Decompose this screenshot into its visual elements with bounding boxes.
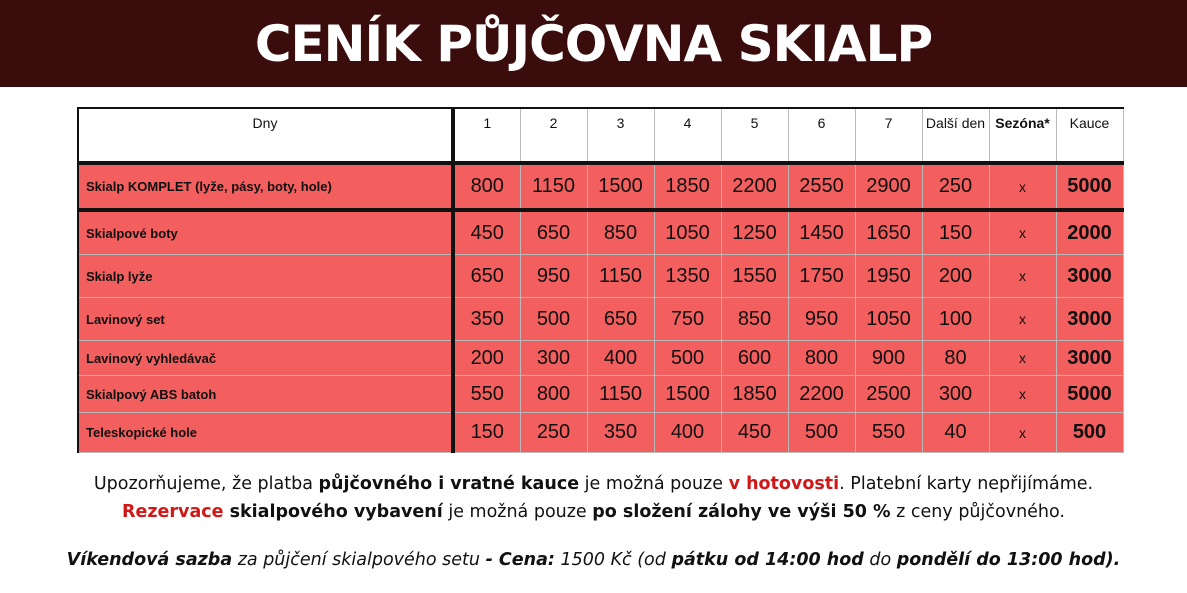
price-day-3: 850 bbox=[587, 210, 654, 255]
deposit-amount: 3000 bbox=[1056, 255, 1123, 298]
deposit-amount: 5000 bbox=[1056, 163, 1123, 210]
note-highlight: v hotovosti bbox=[728, 474, 840, 494]
price-day-7: 900 bbox=[855, 341, 922, 376]
price-day-6: 950 bbox=[788, 298, 855, 341]
price-day-6: 1450 bbox=[788, 210, 855, 255]
season-price: x bbox=[989, 298, 1056, 341]
price-extra-day: 250 bbox=[922, 163, 989, 210]
table-row bbox=[78, 341, 1123, 376]
price-day-7: 550 bbox=[855, 413, 922, 453]
price-day-1: 350 bbox=[453, 298, 520, 341]
price-day-3: 1150 bbox=[587, 255, 654, 298]
page-header bbox=[0, 0, 1187, 87]
header-day-5: 5 bbox=[721, 108, 788, 163]
table-header-row bbox=[78, 108, 1123, 163]
price-day-7: 2900 bbox=[855, 163, 922, 210]
item-name: Lavinový vyhledávač bbox=[78, 341, 453, 376]
header-day-1: 1 bbox=[453, 108, 520, 163]
season-price: x bbox=[989, 413, 1056, 453]
season-price: x bbox=[989, 163, 1056, 210]
header-days: Dny bbox=[78, 108, 453, 163]
price-day-7: 1650 bbox=[855, 210, 922, 255]
price-extra-day: 200 bbox=[922, 255, 989, 298]
header-season: Sezóna* bbox=[989, 108, 1056, 163]
payment-notes bbox=[0, 470, 1187, 526]
header-day-4: 4 bbox=[654, 108, 721, 163]
note-bold: skialpového vybavení bbox=[223, 502, 443, 522]
price-day-4: 400 bbox=[654, 413, 721, 453]
price-day-7: 1950 bbox=[855, 255, 922, 298]
item-name: Skialp lyže bbox=[78, 255, 453, 298]
price-day-3: 400 bbox=[587, 341, 654, 376]
item-name: Skialpový ABS batoh bbox=[78, 376, 453, 413]
deposit-amount: 5000 bbox=[1056, 376, 1123, 413]
price-day-5: 1850 bbox=[721, 376, 788, 413]
note-text: je možná pouze bbox=[579, 474, 729, 494]
price-day-3: 1500 bbox=[587, 163, 654, 210]
price-day-2: 650 bbox=[520, 210, 587, 255]
deposit-amount: 3000 bbox=[1056, 298, 1123, 341]
deposit-amount: 3000 bbox=[1056, 341, 1123, 376]
price-day-6: 2200 bbox=[788, 376, 855, 413]
price-day-1: 550 bbox=[453, 376, 520, 413]
table-row bbox=[78, 376, 1123, 413]
price-extra-day: 40 bbox=[922, 413, 989, 453]
note-text: Upozorňujeme, že platba bbox=[93, 474, 319, 494]
price-day-4: 1050 bbox=[654, 210, 721, 255]
note-bold: po složení zálohy ve výši 50 % bbox=[592, 502, 891, 522]
note-text: . Platební karty nepřijímáme. bbox=[839, 474, 1094, 494]
price-day-1: 200 bbox=[453, 341, 520, 376]
price-day-1: 800 bbox=[453, 163, 520, 210]
table-row bbox=[78, 298, 1123, 341]
price-day-7: 2500 bbox=[855, 376, 922, 413]
note-text: 1500 Kč (od bbox=[554, 550, 672, 570]
header-day-2: 2 bbox=[520, 108, 587, 163]
price-extra-day: 300 bbox=[922, 376, 989, 413]
table-row bbox=[78, 255, 1123, 298]
price-day-3: 350 bbox=[587, 413, 654, 453]
price-day-3: 1150 bbox=[587, 376, 654, 413]
price-day-3: 650 bbox=[587, 298, 654, 341]
note-bold: pátku od 14:00 hod bbox=[671, 550, 864, 570]
note-line-1 bbox=[0, 470, 1187, 498]
price-day-1: 150 bbox=[453, 413, 520, 453]
price-day-6: 800 bbox=[788, 341, 855, 376]
price-day-4: 750 bbox=[654, 298, 721, 341]
header-deposit: Kauce bbox=[1056, 108, 1123, 163]
table-row bbox=[78, 413, 1123, 453]
price-extra-day: 100 bbox=[922, 298, 989, 341]
price-day-2: 250 bbox=[520, 413, 587, 453]
header-day-3: 3 bbox=[587, 108, 654, 163]
price-day-2: 1150 bbox=[520, 163, 587, 210]
season-price: x bbox=[989, 210, 1056, 255]
item-name: Lavinový set bbox=[78, 298, 453, 341]
item-name: Teleskopické hole bbox=[78, 413, 453, 453]
note-text: za půjčení skialpového setu bbox=[232, 550, 486, 570]
price-day-2: 500 bbox=[520, 298, 587, 341]
price-day-5: 1250 bbox=[721, 210, 788, 255]
price-extra-day: 80 bbox=[922, 341, 989, 376]
weekend-rate-note bbox=[0, 550, 1187, 570]
note-bold: půjčovného i vratné kauce bbox=[318, 474, 580, 494]
weekend-label: Víkendová sazba bbox=[66, 550, 233, 570]
price-day-4: 1500 bbox=[654, 376, 721, 413]
page-title: CENÍK PŮJČOVNA SKIALP bbox=[254, 14, 933, 73]
price-day-4: 1350 bbox=[654, 255, 721, 298]
price-label: - Cena: bbox=[485, 550, 555, 570]
table-row bbox=[78, 163, 1123, 210]
price-day-6: 500 bbox=[788, 413, 855, 453]
price-day-6: 1750 bbox=[788, 255, 855, 298]
season-price: x bbox=[989, 376, 1056, 413]
item-name: Skialpové boty bbox=[78, 210, 453, 255]
header-extra-day: Další den bbox=[922, 108, 989, 163]
note-bold: pondělí do 13:00 hod). bbox=[896, 550, 1121, 570]
price-day-6: 2550 bbox=[788, 163, 855, 210]
season-price: x bbox=[989, 255, 1056, 298]
table-row bbox=[78, 210, 1123, 255]
note-text: do bbox=[863, 550, 897, 570]
price-day-5: 2200 bbox=[721, 163, 788, 210]
note-text: z ceny půjčovného. bbox=[890, 502, 1065, 522]
price-table bbox=[77, 107, 1124, 453]
price-day-2: 950 bbox=[520, 255, 587, 298]
price-day-1: 650 bbox=[453, 255, 520, 298]
price-day-7: 1050 bbox=[855, 298, 922, 341]
note-text: je možná pouze bbox=[442, 502, 593, 522]
deposit-amount: 2000 bbox=[1056, 210, 1123, 255]
price-day-2: 300 bbox=[520, 341, 587, 376]
price-extra-day: 150 bbox=[922, 210, 989, 255]
price-day-4: 1850 bbox=[654, 163, 721, 210]
price-day-2: 800 bbox=[520, 376, 587, 413]
price-day-4: 500 bbox=[654, 341, 721, 376]
note-highlight: Rezervace bbox=[122, 502, 224, 522]
header-day-7: 7 bbox=[855, 108, 922, 163]
header-day-6: 6 bbox=[788, 108, 855, 163]
price-day-5: 1550 bbox=[721, 255, 788, 298]
price-day-5: 450 bbox=[721, 413, 788, 453]
price-day-1: 450 bbox=[453, 210, 520, 255]
item-name: Skialp KOMPLET (lyže, pásy, boty, hole) bbox=[78, 163, 453, 210]
price-day-5: 850 bbox=[721, 298, 788, 341]
season-price: x bbox=[989, 341, 1056, 376]
price-day-5: 600 bbox=[721, 341, 788, 376]
note-line-2 bbox=[0, 498, 1187, 526]
deposit-amount: 500 bbox=[1056, 413, 1123, 453]
